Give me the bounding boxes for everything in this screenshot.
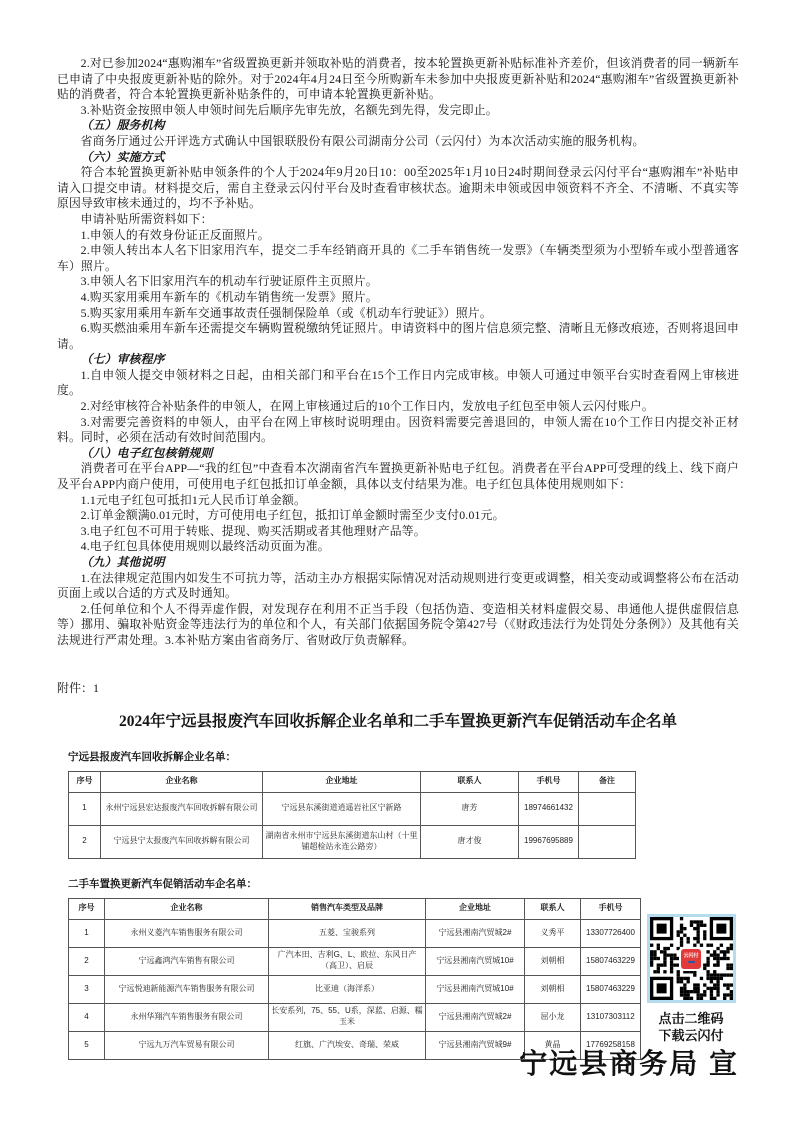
table-cell: 唐才俊 xyxy=(421,825,519,858)
column-header: 联系人 xyxy=(525,898,581,919)
column-header: 企业地址 xyxy=(426,898,525,919)
body-paragraph: 申请补贴所需资料如下： xyxy=(80,211,213,226)
table-cell: 刘朝相 xyxy=(525,947,581,975)
unionpay-logo xyxy=(679,947,703,971)
unionpay-logo-swoosh xyxy=(688,961,695,963)
body-paragraph: 2.对已参加2024“惠购湘车”省级置换更新并领取补贴的消费者，按本轮置换更新补贴标准补齐差价，但该消费者的同一辆新车已申请了中央报废更新补贴的除外。对于2024年4月24日至今所购新车未参加中央报废更新补贴和2024“惠购湘车”省级置换更新补贴的消费者，符合本轮置换更新补贴条件的，可申请本轮置换更新补贴。 xyxy=(57,56,739,102)
body-paragraph: 2.订单金额满0.01元时，方可使用电子红包，抵扣订单金额时需至少支付0.01元。 xyxy=(80,508,505,523)
body-paragraph: 4.电子红包具体使用规则以最终活动页面为准。 xyxy=(80,539,330,554)
table-cell: 宁远悦迪新能源汽车销售服务有限公司 xyxy=(105,975,269,1003)
body-paragraph: 2.任何单位和个人不得弄虚作假，对发现存在利用不正当手段（包括伪造、变造相关材料虚假交易、串通他人提供虚假信息等）挪用、骗取补贴资金等违法行为的单位和个人，有关部门依据国务院令第427号（《财政违法行为处罚处分条例》）及其他有关法规进行严肃处理。3.本补贴方案由省商务厅、省财政厅负责解释。 xyxy=(57,601,739,647)
table-row xyxy=(69,1003,641,1031)
table-cell: 13107303112 xyxy=(581,1003,641,1031)
table-cell: 湖南省永州市宁远县东溪街道东山村（十里铺超检站永连公路旁） xyxy=(263,825,421,858)
column-header: 企业地址 xyxy=(263,771,421,792)
table-cell: 5 xyxy=(69,1031,105,1059)
column-header: 手机号 xyxy=(519,771,579,792)
dealer-table-label: 二手车置换更新汽车促销活动车企名单： xyxy=(68,878,257,890)
body-paragraph: 1.申领人的有效身份证正反面照片。 xyxy=(80,227,270,242)
table-row xyxy=(69,947,641,975)
table-cell: 屈小龙 xyxy=(525,1003,581,1031)
table-cell: 宁远鑫鸿汽车销售有限公司 xyxy=(105,947,269,975)
scrap-table-label: 宁远县报废汽车回收拆解企业名单： xyxy=(68,751,236,763)
table-cell: 宁远九万汽车贸易有限公司 xyxy=(105,1031,269,1059)
body-paragraph: 符合本轮置换更新补贴申领条件的个人于2024年9月20日10：00至2025年1月10日24时期间登录云闪付平台“惠购湘车”补贴申请入口提交申请。材料提交后，需自主登录云闪付平台及时查看审核状态。逾期未申领或因申领资料不齐全、不清晰、不真实等原因导致审核未通过的，均不予补贴。 xyxy=(57,165,739,211)
table-cell xyxy=(579,825,636,858)
table-cell: 红旗、广汽埃安、奇瑞、荣威 xyxy=(269,1031,426,1059)
table-cell: 宁远县湘南汽贸城10# xyxy=(426,947,525,975)
body-paragraph: 省商务厅通过公开评选方式确认中国银联股份有限公司湖南分公司（云闪付）为本次活动实施的服务机构。 xyxy=(80,133,645,148)
qr-code[interactable] xyxy=(647,914,736,1003)
attachment-title: 2024年宁远县报废汽车回收拆解企业名单和二手车置换更新汽车促销活动车企名单 xyxy=(118,712,677,730)
table-cell: 15807463229 xyxy=(581,947,641,975)
column-header: 序号 xyxy=(69,771,101,792)
table-cell: 刘朝相 xyxy=(525,975,581,1003)
table-cell: 宁远县湘南汽贸城10# xyxy=(426,975,525,1003)
table-cell: 宁远县东溪街道逍遥岩社区宁新路 xyxy=(263,792,421,825)
dealer-companies-table xyxy=(68,898,641,1060)
column-header: 序号 xyxy=(69,898,105,919)
issuer-signature: 宁远县商务局 宣 xyxy=(519,1048,739,1079)
body-paragraph: 6.购买燃油乘用车新车还需提交车辆购置税缴纳凭证照片。申请资料中的图片信息须完整、清晰且无修改痕迹，否则将退回申请。 xyxy=(57,321,739,351)
table-cell: 18974661432 xyxy=(519,792,579,825)
table-cell: 1 xyxy=(69,792,101,825)
qr-caption-line1: 点击二维码 xyxy=(658,1011,724,1026)
table-cell: 宁远县宁太报废汽车回收拆解有限公司 xyxy=(101,825,263,858)
table-cell: 19967695889 xyxy=(519,825,579,858)
table-cell: 2 xyxy=(69,825,101,858)
section-heading: （九）其他说明 xyxy=(80,555,165,569)
table-cell: 2 xyxy=(69,947,105,975)
body-paragraph: 1.自申领人提交申领材料之日起，由相关部门和平台在15个工作日内完成审核。申领人可通过申领平台实时查看网上审核进度。 xyxy=(57,367,739,398)
qr-block xyxy=(638,914,744,1044)
table-cell: 比亚迪（海洋系） xyxy=(269,975,426,1003)
document-body xyxy=(57,56,739,1060)
qr-caption-line2: 下载云闪付 xyxy=(658,1028,724,1043)
section-heading: （六）实施方式 xyxy=(80,149,165,164)
body-paragraph: 3.对需要完善资料的申领人，由平台在网上审核时说明理由。因资料需要完善退回的，申领人需在10个工作日内提交补正材料。同时，必须在活动有效时间范围内。 xyxy=(57,414,739,445)
table-cell: 15807463229 xyxy=(581,975,641,1003)
body-paragraph: 3.电子红包不可用于转账、提现、购买活期或者其他理财产品等。 xyxy=(80,523,426,538)
table-cell: 广汽本田、吉利G、L、欧拉、东风日产（高卫）、启辰 xyxy=(269,947,426,975)
paragraph-list xyxy=(57,56,739,649)
table-cell: 黄晶 xyxy=(525,1031,581,1059)
table-cell: 义秀平 xyxy=(525,919,581,947)
table-cell: 17769258158 xyxy=(581,1031,641,1059)
table-row xyxy=(69,975,641,1003)
section-heading: （五）服务机构 xyxy=(80,118,165,133)
table-cell: 永州宁远县宏达报废汽车回收拆解有限公司 xyxy=(101,792,263,825)
table-cell: 五菱、宝骏系列 xyxy=(269,919,426,947)
table-cell: 宁远县湘南汽贸城2# xyxy=(426,1003,525,1031)
table-cell: 4 xyxy=(69,1003,105,1031)
table-cell: 永州义菱汽车销售服务有限公司 xyxy=(105,919,269,947)
column-header: 企业名称 xyxy=(101,771,263,792)
unionpay-logo-text: 云闪付 xyxy=(683,953,699,959)
table-cell: 3 xyxy=(69,975,105,1003)
table-cell: 13307726400 xyxy=(581,919,641,947)
table-row xyxy=(69,792,636,825)
column-header: 企业名称 xyxy=(105,898,269,919)
body-paragraph: 3.补贴资金按照申领人申领时间先后顺序先审先放，名额先到先得，发完即止。 xyxy=(80,102,498,117)
table-header-row xyxy=(69,898,641,919)
column-header: 备注 xyxy=(579,771,636,792)
table-row xyxy=(69,825,636,858)
scrap-companies-table xyxy=(68,771,636,859)
body-paragraph: 1.1元电子红包可抵扣1元人民币订单金额。 xyxy=(80,492,306,507)
attachment-label: 附件：1 xyxy=(57,680,100,695)
body-paragraph: 5.购买家用乘用车新车交通事故责任强制保险单（或《机动车行驶证》）照片。 xyxy=(80,305,492,320)
section-heading: （八）电子红包核销规则 xyxy=(80,445,213,460)
column-header: 手机号 xyxy=(581,898,641,919)
column-header: 销售汽车类型及品牌 xyxy=(269,898,426,919)
table-cell: 唐芳 xyxy=(421,792,519,825)
body-paragraph: 1.在法律规定范围内如发生不可抗力等，活动主办方根据实际情况对活动规则进行变更或调整，相关变动或调整将公布在活动页面上或以合适的方式及时通知。 xyxy=(57,570,739,601)
column-header: 联系人 xyxy=(421,771,519,792)
table-cell: 宁远县湘南汽贸城9# xyxy=(426,1031,525,1059)
body-paragraph: 4.购买家用乘用车新车的《机动车销售统一发票》照片。 xyxy=(80,289,378,304)
table-row xyxy=(69,919,641,947)
table-cell: 永州华翔汽车销售服务有限公司 xyxy=(105,1003,269,1031)
table-cell xyxy=(579,792,636,825)
table-cell: 宁远县湘南汽贸城2# xyxy=(426,919,525,947)
table-cell: 长安系列，75、55、U系，深蓝、启源、糯玉米 xyxy=(269,1003,426,1031)
body-paragraph: 2.对经审核符合补贴条件的申领人，在网上审核通过后的10个工作日内，发放电子红包至申领人云闪付账户。 xyxy=(80,399,654,414)
table-cell: 1 xyxy=(69,919,105,947)
table-header-row xyxy=(69,771,636,792)
section-heading: （七）审核程序 xyxy=(80,352,165,367)
body-paragraph: 3.申领人名下旧家用汽车的机动车行驶证原件主页照片。 xyxy=(80,274,378,289)
body-paragraph: 2.申领人转出本人名下旧家用汽车，提交二手车经销商开具的《二手车销售统一发票》（车辆类型须为小型轿车或小型普通客车）照片。 xyxy=(57,243,739,273)
body-paragraph: 消费者可在平台APP—“我的红包”中查看本次湖南省汽车置换更新补贴电子红包。消费者在平台APP可受理的线上、线下商户及平台APP内商户使用，可使用电子红包抵扣订单金额，具体以支付结果为准。电子红包具体使用规则如下： xyxy=(57,461,739,492)
